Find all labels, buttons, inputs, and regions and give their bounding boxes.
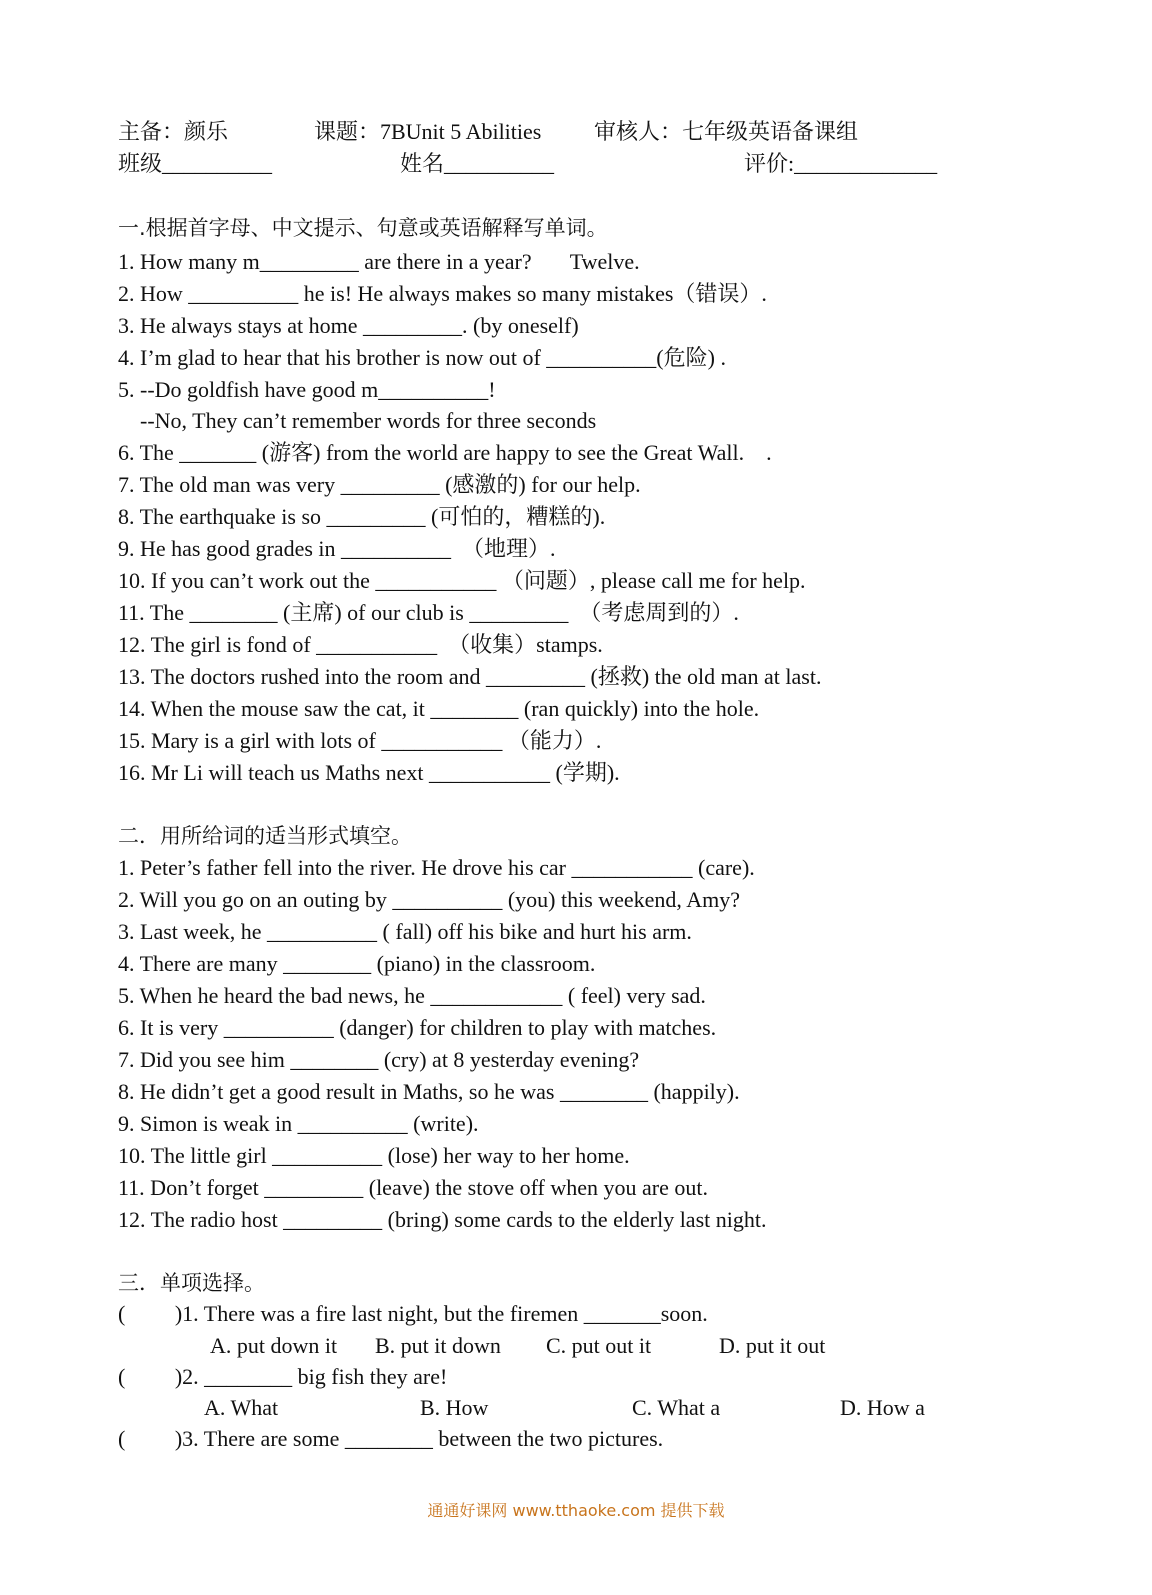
s2-item-8: 8. He didn’t get a good result in Maths, so he was ________ (happily). [118,1079,740,1104]
s1-item-2: 2. How __________ he is! He always makes so many mistakes（错误）. [118,281,767,306]
s3-q2-option-d: D. How a [840,1395,925,1420]
header-row-2 [118,149,1018,179]
s1-item-9: 9. He has good grades in __________ （地理）. [118,536,556,561]
evaluation-field: 评价:_____________ [744,151,938,176]
s3-q2-stem: ( )2. ________ big fish they are! [118,1364,448,1389]
s1-item-14: 14. When the mouse saw the cat, it ________ (ran quickly) into the hole. [118,696,760,721]
s1-item-10: 10. If you can’t work out the ___________ （问题）, please call me for help. [118,568,806,593]
s1-item-16: 16. Mr Li will teach us Maths next ___________ (学期). [118,760,620,785]
s2-item-10: 10. The little girl __________ (lose) her way to her home. [118,1143,630,1168]
s3-q1-option-b: B. put it down [375,1333,501,1358]
s2-item-7: 7. Did you see him ________ (cry) at 8 yesterday evening? [118,1047,640,1072]
section-2-title: 二．用所给词的适当形式填空。 [118,824,412,848]
s1-item-13: 13. The doctors rushed into the room and _________ (拯救) the old man at last. [118,664,822,689]
name-field: 姓名__________ [400,151,555,176]
s2-item-12: 12. The radio host _________ (bring) some cards to the elderly last night. [118,1207,767,1232]
s2-item-5: 5. When he heard the bad news, he ____________ ( feel) very sad. [118,983,706,1008]
s2-item-1: 1. Peter’s father fell into the river. He drove his car ___________ (care). [118,855,755,880]
section-3-title: 三．单项选择。 [118,1271,265,1295]
s1-item-1: 1. How many m_________ are there in a year? Twelve. [118,249,640,274]
s3-q2-option-a: A. What [204,1395,279,1420]
s1-item-5-reply: --No, They can’t remember words for three seconds [118,408,597,433]
s2-item-9: 9. Simon is weak in __________ (write). [118,1111,479,1136]
s1-item-7: 7. The old man was very _________ (感激的) for our help. [118,472,641,497]
s1-item-11: 11. The ________ (主席) of our club is _________ （考虑周到的）. [118,600,739,625]
s1-item-15: 15. Mary is a girl with lots of ___________ （能力）. [118,728,602,753]
s1-item-4: 4. I’m glad to hear that his brother is now out of __________(危险) . [118,345,726,370]
reviewer: 审核人：七年级英语备课组 [594,119,859,144]
s1-item-12: 12. The girl is fond of ___________ （收集）stamps. [118,632,603,657]
s2-item-11: 11. Don’t forget _________ (leave) the stove off when you are out. [118,1175,708,1200]
s3-q1-option-c: C. put out it [546,1333,652,1358]
header-row-1 [118,117,1018,147]
class-field: 班级__________ [118,151,273,176]
s3-q1-stem: ( )1. There was a fire last night, but the firemen _______soon. [118,1301,708,1326]
s1-item-6: 6. The _______ (游客) from the world are happy to see the Great Wall. . [118,440,772,465]
s1-item-5: 5. --Do goldfish have good m__________! [118,377,496,402]
s3-q1-option-a: A. put down it [210,1333,338,1358]
s1-item-8: 8. The earthquake is so _________ (可怕的，糟糕的). [118,504,606,529]
section-1-title: 一.根据首字母、中文提示、句意或英语解释写单词。 [118,216,608,240]
chief-preparer: 主备：颜乐 [118,119,229,144]
s3-q1-options [118,1331,1018,1361]
footer-watermark: 通通好课网 www.tthaoke.com 提供下载 [427,1501,725,1520]
s3-q2-option-c: C. What a [632,1395,721,1420]
s3-q1-option-d: D. put it out [719,1333,826,1358]
s2-item-3: 3. Last week, he __________ ( fall) off his bike and hurt his arm. [118,919,692,944]
lesson-topic: 课题：7BUnit 5 Abilities [314,119,542,144]
s2-item-6: 6. It is very __________ (danger) for children to play with matches. [118,1015,717,1040]
s3-q3-stem: ( )3. There are some ________ between the two pictures. [118,1426,664,1451]
s3-q2-option-b: B. How [420,1395,489,1420]
s3-q2-options [118,1393,1018,1423]
s2-item-2: 2. Will you go on an outing by __________ (you) this weekend, Amy? [118,887,740,912]
s2-item-4: 4. There are many ________ (piano) in the classroom. [118,951,596,976]
s1-item-3: 3. He always stays at home _________. (by oneself) [118,313,579,338]
